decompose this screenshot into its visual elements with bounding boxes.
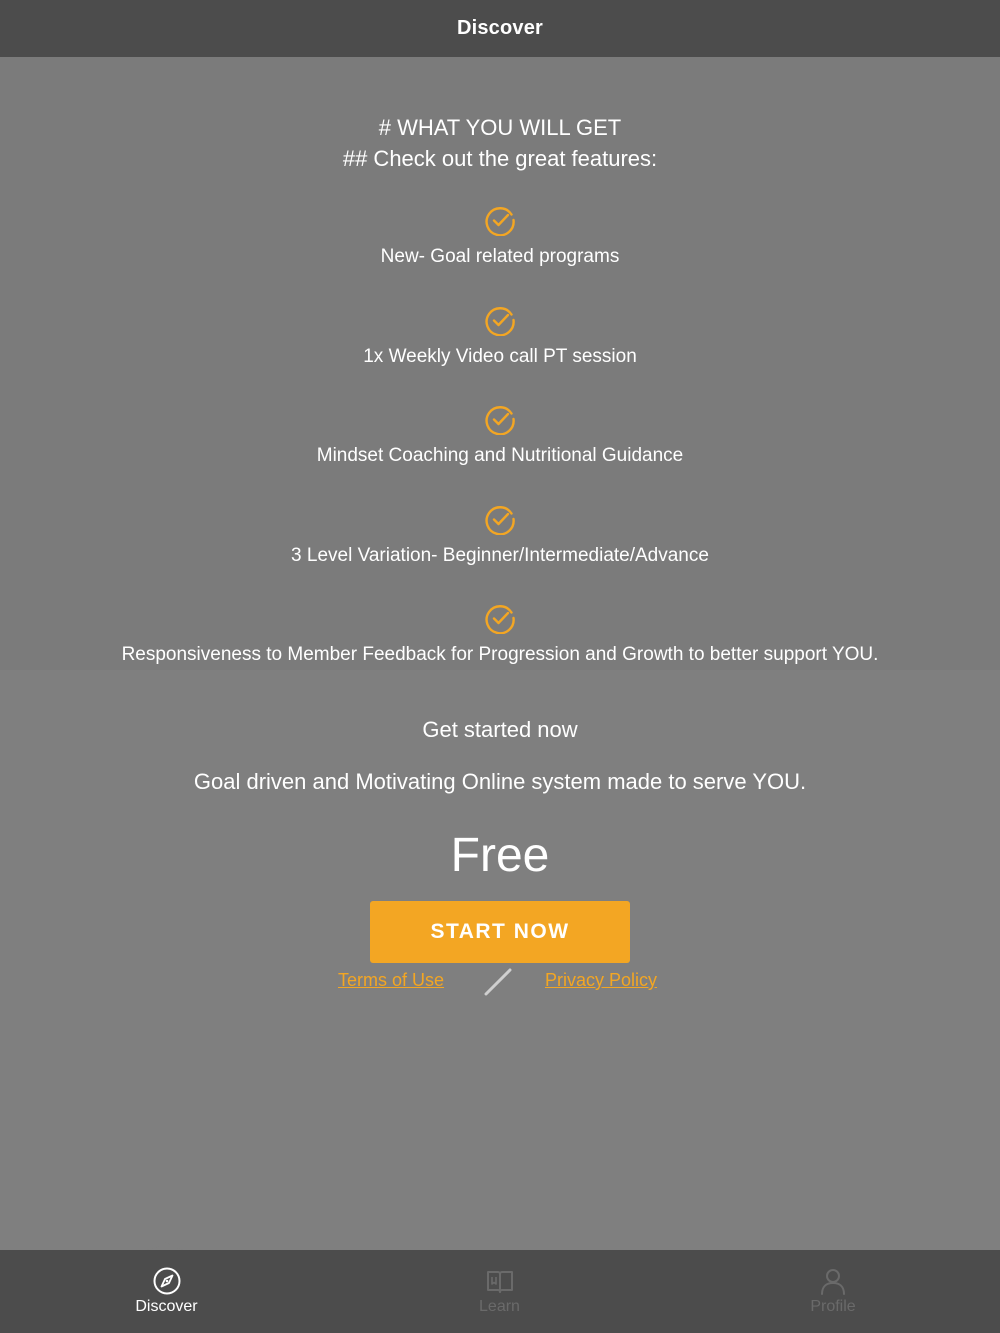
check-circle-icon — [484, 204, 516, 236]
bottom-tab-bar — [0, 1250, 1000, 1333]
feature-item — [0, 304, 1000, 369]
feature-label: New- Goal related programs — [380, 246, 620, 267]
divider-slash-icon — [484, 968, 512, 996]
check-circle-icon — [484, 602, 516, 634]
terms-of-use-link[interactable]: Terms of Use — [338, 970, 445, 990]
features-heading-line-1: # WHAT YOU WILL GET — [378, 115, 622, 140]
cta-section — [0, 670, 1000, 1250]
tab-discover[interactable] — [0, 1250, 333, 1333]
check-circle-icon — [484, 304, 516, 336]
privacy-policy-link[interactable]: Privacy Policy — [545, 970, 658, 990]
person-icon — [817, 1265, 849, 1297]
check-circle-icon — [484, 503, 516, 535]
feature-label: 3 Level Variation- Beginner/Intermediate/Advance — [291, 545, 709, 566]
feature-label: 1x Weekly Video call PT session — [363, 346, 637, 367]
cta-subheadline: Goal driven and Motivating Online system made to serve YOU. — [193, 769, 807, 794]
feature-item — [0, 403, 1000, 468]
feature-item — [0, 503, 1000, 568]
compass-icon — [151, 1265, 183, 1297]
book-icon — [484, 1265, 516, 1297]
tab-label: Profile — [810, 1298, 856, 1315]
features-heading — [0, 112, 1000, 174]
legal-links — [0, 968, 1000, 998]
feature-label: Responsiveness to Member Feedback for Progression and Growth to better support YOU. — [121, 644, 879, 665]
start-now-button[interactable]: START NOW — [370, 901, 630, 963]
tab-label: Learn — [479, 1298, 520, 1315]
top-nav-bar — [0, 0, 1000, 57]
tab-learn[interactable] — [333, 1250, 666, 1333]
feature-label: Mindset Coaching and Nutritional Guidance — [316, 445, 684, 466]
feature-item — [0, 204, 1000, 269]
tab-label: Discover — [135, 1298, 198, 1315]
check-circle-icon — [484, 403, 516, 435]
cta-headline: Get started now — [422, 717, 578, 742]
features-heading-line-2: ## Check out the great features: — [342, 146, 658, 171]
tab-profile[interactable] — [666, 1250, 1000, 1333]
features-section — [0, 57, 1000, 670]
page-title: Discover — [456, 17, 544, 39]
price-label: Free — [450, 829, 550, 882]
feature-item — [0, 602, 1000, 667]
